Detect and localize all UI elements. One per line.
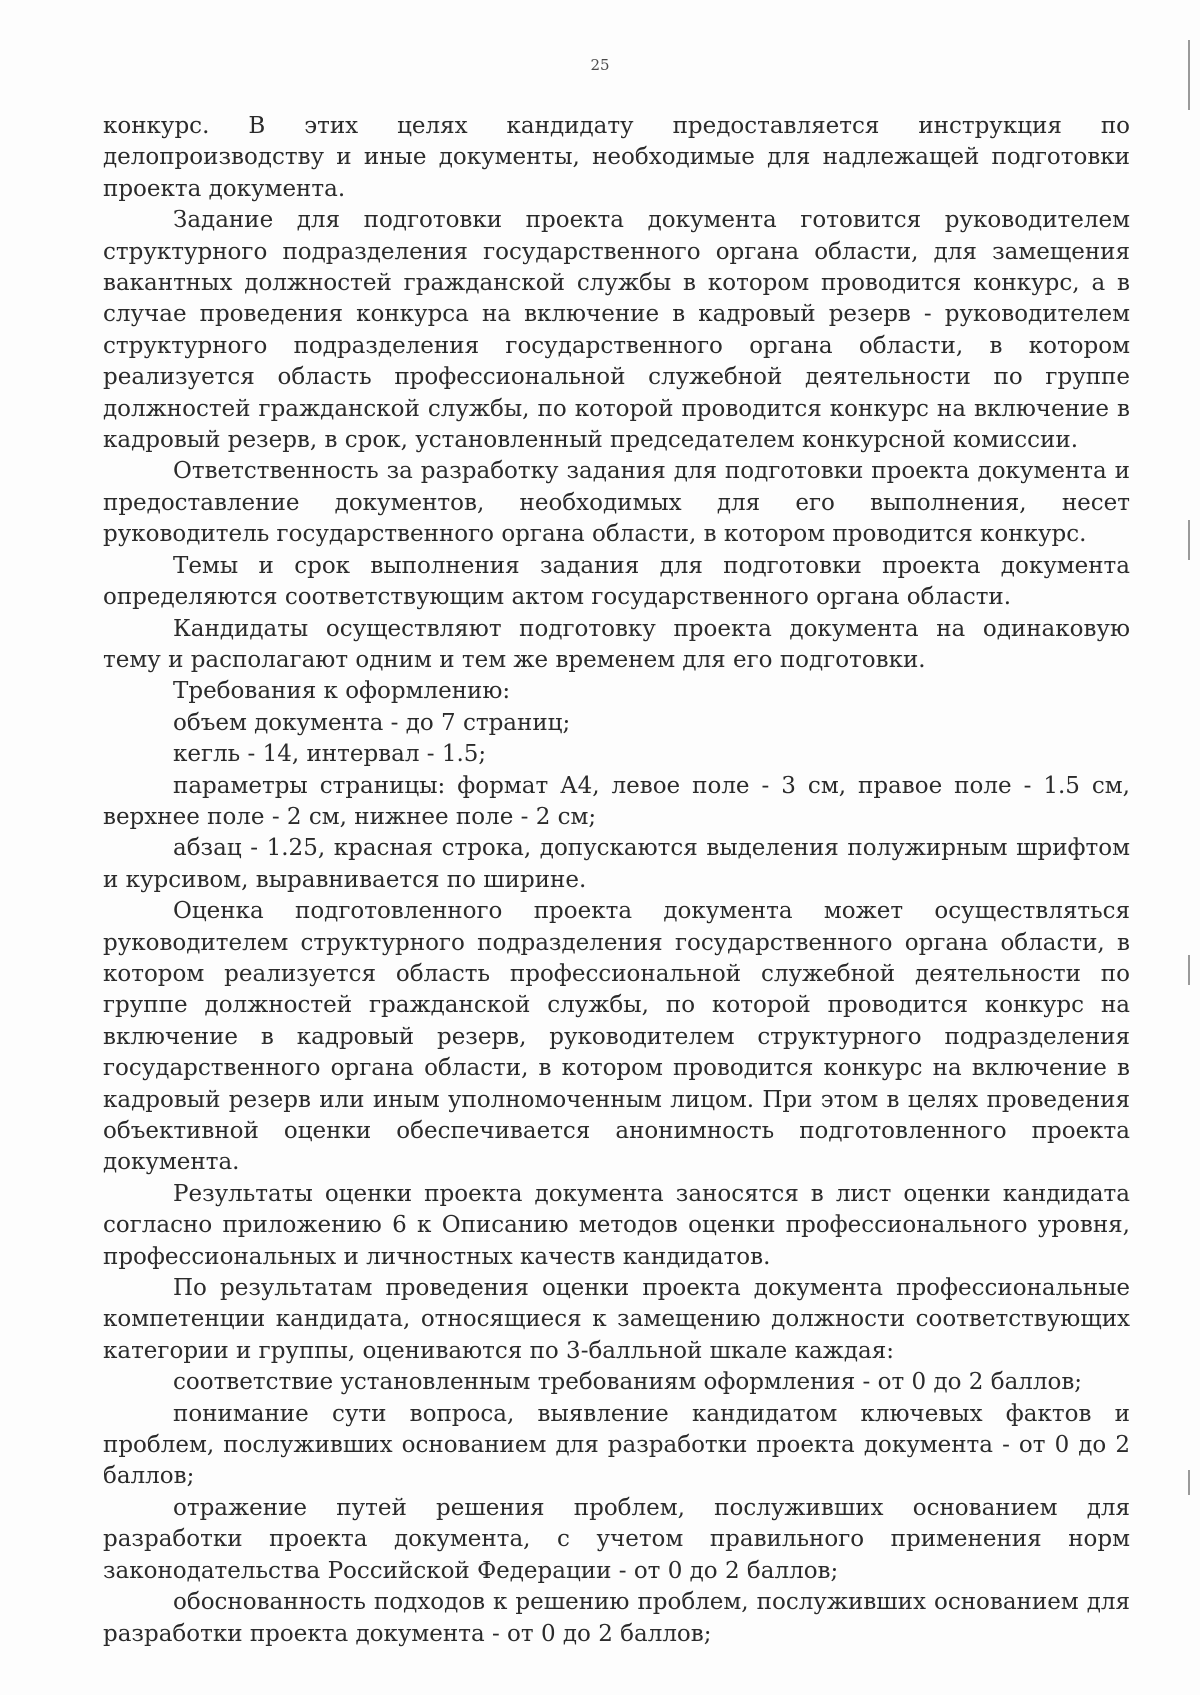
list-item-understanding: понимание сути вопроса, выявление кандидатом ключевых фактов и проблем, послуживших основанием для разработки проекта документа - от 0 до 2 баллов; — [103, 1400, 1130, 1490]
list-item-paragraph-settings: абзац - 1.25, красная строка, допускаются выделения полужирным шрифтом и курсивом, выравнивается по ширине. — [103, 835, 1130, 893]
paragraph-responsibility: Ответственность за разработку задания для подготовки проекта документа и предоставление документов, необходимых для его выполнения, несет руководитель государственного органа области, в котором проводится конкурс. — [103, 458, 1130, 548]
paragraph-results: Результаты оценки проекта документа заносятся в лист оценки кандидата согласно приложению 6 к Описанию методов оценки профессионального уровня, профессиональных и личностных качеств кандидатов. — [103, 1180, 1130, 1270]
paragraph-continuation: конкурс. В этих целях кандидату предоставляется инструкция по делопроизводству и иные документы, необходимые для надлежащей подготовки проекта документа. — [103, 113, 1130, 202]
list-item-compliance: соответствие установленным требованиям оформления - от 0 до 2 баллов; — [173, 1369, 1083, 1396]
scan-edge-mark — [1188, 955, 1190, 985]
paragraph-task-preparation: Задание для подготовки проекта документа готовится руководителем структурного подразделения государственного органа области, для замещения вакантных должностей гражданской службы в котором проводится конкурс, а в случае проведения конкурса на включение в кадровый резерв - руководителем структурного подразделения государственного органа области, в котором реализуется область профессиональной служебной деятельности по группе должностей гражданской службы, по которой проводится конкурс на включение в кадровый резерв, в срок, установленный председателем конкурсной комиссии. — [103, 207, 1130, 454]
list-item-font-size: кегль - 14, интервал - 1.5; — [173, 741, 487, 768]
scan-edge-mark — [1188, 520, 1190, 560]
paragraph-formatting-requirements: Требования к оформлению: — [173, 678, 511, 705]
scan-edge-mark — [1188, 1470, 1190, 1495]
paragraph-topics-deadline: Темы и срок выполнения задания для подготовки проекта документа определяются соответствующим актом государственного органа области. — [103, 552, 1130, 611]
list-item-solutions: отражение путей решения проблем, послуживших основанием для разработки проекта документа, с учетом правильного применения норм законодательства Российской Федерации - от 0 до 2 баллов; — [103, 1494, 1130, 1584]
page-number: 25 — [590, 56, 610, 74]
paragraph-competencies-scale: По результатам проведения оценки проекта документа профессиональные компетенции кандидата, относящиеся к замещению должности соответствующих категории и группы, оцениваются по 3-балльной шкале каждая: — [103, 1275, 1130, 1364]
paragraph-candidates-topic: Кандидаты осуществляют подготовку проекта документа на одинаковую тему и располагают одним и тем же временем для его подготовки. — [103, 615, 1130, 673]
document-body — [103, 111, 1130, 1650]
paragraph-evaluation: Оценка подготовленного проекта документа может осуществляться руководителем структурного подразделения государственного органа области, в котором реализуется область профессиональной служебной деятельности по группе должностей гражданской службы, по которой проводится конкурс на включение в кадровый резерв, руководителем структурного подразделения государственного органа области, в котором проводится конкурс на включение в кадровый резерв или иным уполномоченным лицом. При этом в целях проведения объективной оценки обеспечивается анонимность подготовленного проекта документа. — [103, 898, 1130, 1176]
list-item-justification: обоснованность подходов к решению проблем, послуживших основанием для разработки проекта документа - от 0 до 2 баллов; — [103, 1589, 1130, 1647]
scan-edge-mark — [1188, 40, 1190, 110]
list-item-document-volume: объем документа - до 7 страниц; — [173, 709, 571, 736]
list-item-page-parameters: параметры страницы: формат А4, левое поле - 3 см, правое поле - 1.5 см, верхнее поле - 2 см, нижнее поле - 2 см; — [103, 772, 1130, 830]
